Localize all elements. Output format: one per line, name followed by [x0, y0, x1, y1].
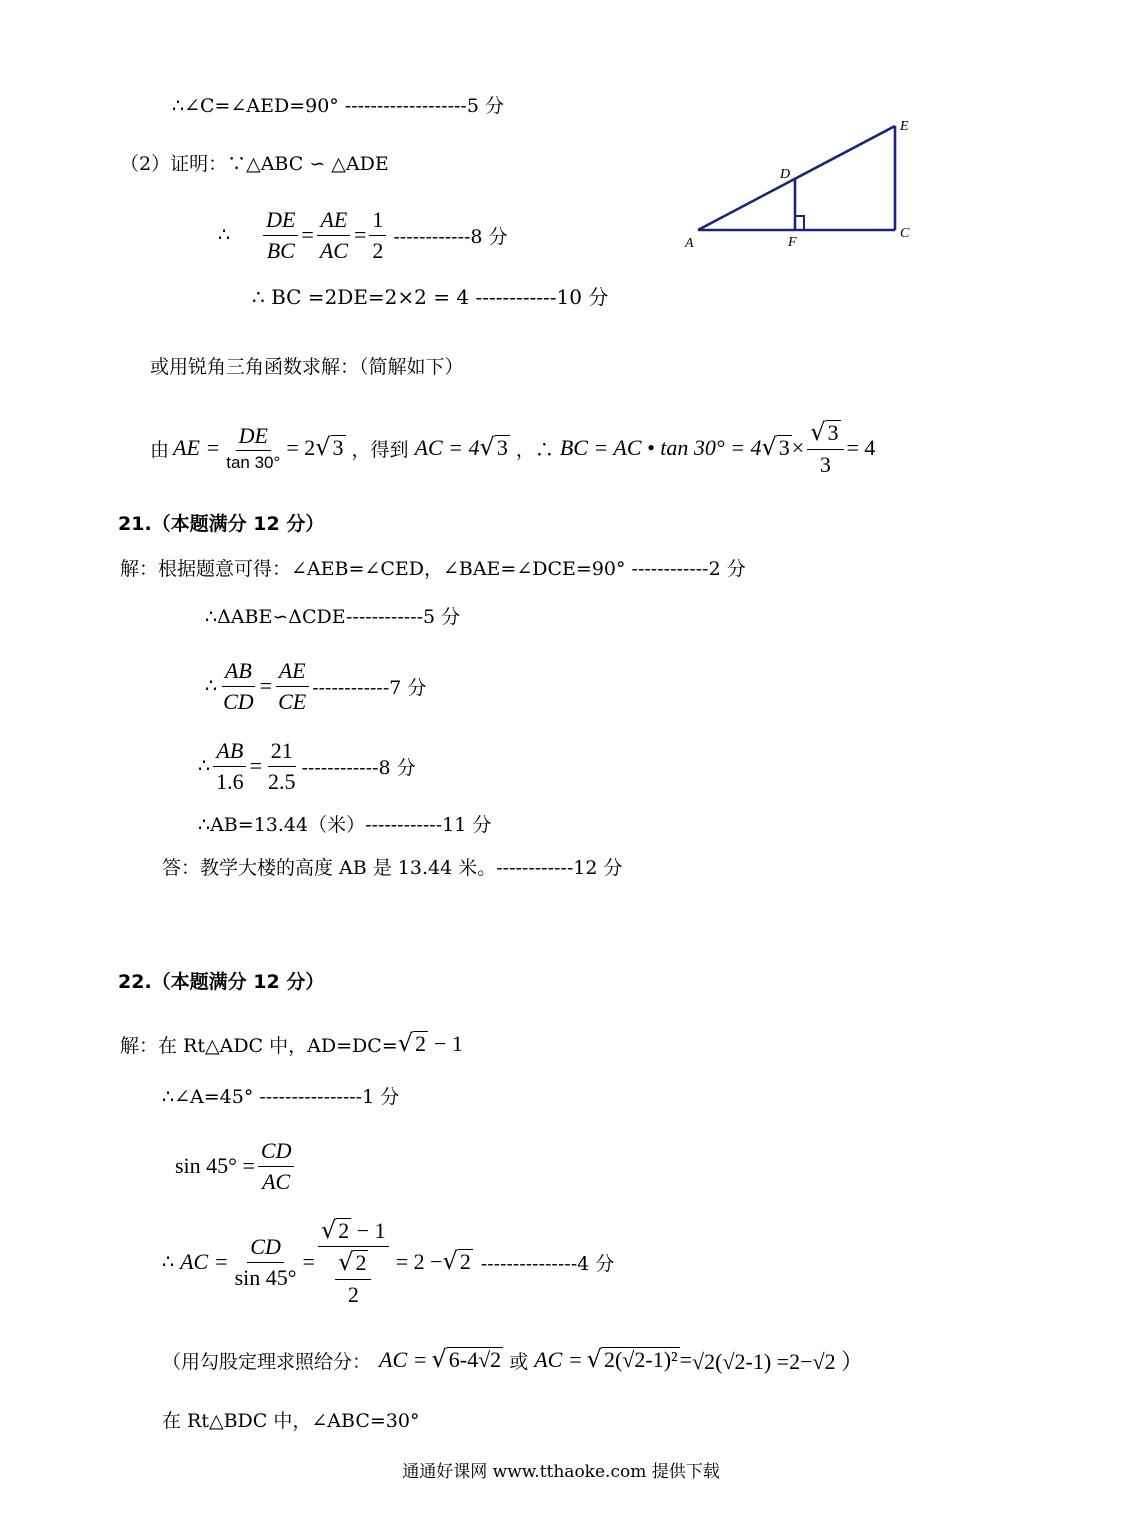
denominator	[329, 1247, 377, 1305]
denominator: CD	[223, 688, 254, 714]
label-e-top: E	[900, 119, 909, 134]
denominator: AC	[319, 237, 348, 263]
radical-sign: √	[315, 433, 331, 462]
q21-step-2: ∴ΔABE∽ΔCDE------------5 分	[205, 606, 461, 628]
q21-answer: 答：教学大楼的高度 AB 是 13.44 米。------------12 分	[162, 857, 623, 879]
numerator: CD	[258, 1139, 295, 1166]
label-d: D	[780, 167, 791, 182]
radicand: 2	[459, 1249, 471, 1275]
q22-step-1-text: 解：在 Rt△ADC 中，AD=DC=	[120, 1034, 398, 1057]
fraction-21-2-5	[265, 739, 299, 792]
ratio-equation	[218, 205, 508, 265]
sqrt-three	[315, 435, 345, 460]
radicand: 2	[338, 1218, 350, 1244]
score-marker: ---------------4 分	[480, 1252, 615, 1275]
numerator	[318, 1218, 389, 1247]
denominator: AC	[262, 1168, 291, 1194]
step-angle-right: ∴∠C=∠AED=90° -------------------5 分	[172, 95, 504, 117]
numerator: AE	[276, 659, 309, 686]
radical-sign: √	[320, 1216, 337, 1245]
q21-title: 21.（本题满分 12 分）	[118, 513, 325, 535]
fraction-cd-ac	[258, 1139, 295, 1192]
q22-title: 22.（本题满分 12 分）	[118, 971, 325, 993]
numerator: CD	[247, 1235, 284, 1262]
sqrt-two	[398, 1031, 428, 1056]
times-sign: ×	[791, 435, 805, 460]
radicand: 6-4√2	[448, 1347, 502, 1373]
denominator: 3	[819, 451, 831, 477]
fraction-ab-cd	[220, 659, 257, 712]
sqrt-two	[443, 1249, 473, 1274]
alt-prefix: 由	[150, 438, 170, 461]
radical-sign: √	[431, 1345, 447, 1374]
fraction-ab-1-6	[213, 739, 247, 792]
therefore-symbol: ∴	[198, 755, 211, 777]
radical-sign: √	[442, 1247, 458, 1276]
equals-sign: =	[302, 1249, 315, 1274]
denominator: CE	[278, 688, 307, 714]
proof-heading: （2）证明：∵△ABC ∽ △ADE	[120, 153, 389, 175]
equals-sign: =	[259, 673, 273, 698]
q22-step-1	[120, 1028, 463, 1060]
radical-sign: √	[479, 433, 495, 462]
bc-result: ∴ BC =2DE=2×2 = 4 ------------10 分	[252, 285, 609, 309]
alt-bc: BC = AC • tan 30° = 4	[559, 435, 762, 460]
q21-step-4	[198, 736, 416, 796]
radical-sign: √	[761, 433, 777, 462]
fraction-one-half	[369, 208, 386, 261]
therefore-symbol: ∴	[218, 224, 231, 246]
ac-lhs: AC =	[180, 1249, 229, 1274]
equals-two-minus: = 2 −	[395, 1249, 443, 1274]
therefore-symbol: ∴	[205, 675, 218, 697]
radical-sign: √	[397, 1029, 413, 1058]
denominator: BC	[266, 237, 295, 263]
denominator: 2.5	[268, 768, 296, 794]
score-marker: ------------8 分	[301, 756, 416, 779]
q22-pythagoras-note	[162, 1340, 863, 1380]
sin-lhs: sin 45° =	[175, 1153, 255, 1178]
label-f: F	[788, 235, 797, 250]
equals-sign: =	[249, 753, 263, 778]
radicand: 2(√2-1)²	[603, 1347, 678, 1373]
score-marker: ------------7 分	[312, 676, 427, 699]
radicand: 2	[415, 1031, 426, 1057]
note-rest: √2(√2-1) =2−√2 ）	[692, 1348, 864, 1374]
sqrt-three	[480, 435, 510, 460]
q21-step-5: ∴AB=13.44（米）------------11 分	[198, 814, 492, 836]
numerator	[807, 420, 843, 449]
fraction-sqrt3-over-3	[807, 420, 843, 475]
denominator: 1.6	[216, 768, 244, 794]
numerator: DE	[263, 208, 298, 235]
radicand: 3	[827, 420, 839, 446]
alt-ae: AE =	[173, 435, 221, 460]
equals-sign: =	[301, 222, 314, 247]
equals-sign: =	[679, 1347, 693, 1372]
radicand: 3	[332, 435, 344, 461]
radical-sign: √	[810, 418, 826, 447]
alt-separator: ，∴	[515, 438, 554, 461]
numerator	[335, 1250, 371, 1279]
denominator: 2	[372, 237, 384, 263]
alt-end: = 4	[846, 435, 876, 460]
q22-step-3	[175, 1136, 297, 1196]
numerator: 21	[268, 739, 296, 766]
side-ae	[698, 126, 895, 230]
label-a: A	[685, 236, 694, 250]
triangle-figure	[680, 110, 920, 250]
q22-step-6: 在 Rt△BDC 中，∠ABC=30°	[162, 1410, 420, 1432]
fraction-de-bc	[263, 208, 298, 261]
fraction-sqrt2-over-2	[335, 1250, 371, 1305]
numerator: AB	[213, 739, 246, 766]
q22-step-2: ∴∠A=45° ----------------1 分	[162, 1086, 400, 1108]
q21-step-3	[205, 656, 426, 716]
or-text: 或	[509, 1350, 529, 1373]
radicand: 2	[355, 1250, 367, 1276]
sqrt-expression	[431, 1347, 503, 1372]
q21-step-1: 解：根据题意可得：∠AEB=∠CED，∠BAE=∠DCE=90° ------------2 分	[120, 558, 746, 580]
alt-method-equation	[150, 418, 875, 478]
page-footer: 通通好课网 www.tthaoke.com 提供下载	[402, 1462, 720, 1482]
denominator: tan 30°	[226, 453, 281, 473]
q22-step-4	[162, 1212, 614, 1312]
minus-one: − 1	[356, 1218, 386, 1244]
ac-lhs: AC =	[379, 1347, 428, 1372]
denominator: 2	[347, 1281, 359, 1307]
alt-value: = 2	[286, 435, 316, 460]
fraction-de-tan30	[223, 424, 283, 472]
equals-sign: =	[353, 222, 367, 247]
denominator: sin 45°	[234, 1264, 297, 1290]
fraction-cd-sin45	[232, 1235, 300, 1288]
radical-sign: √	[338, 1248, 354, 1277]
label-c: C	[900, 226, 910, 241]
radicand: 3	[496, 435, 508, 461]
radicand: 3	[778, 435, 790, 461]
right-angle-mark	[795, 216, 804, 230]
note-prefix: （用勾股定理求照给分：	[162, 1350, 372, 1373]
alt-ac: AC = 4	[414, 435, 480, 460]
alt-mid-text: ，得到	[351, 438, 409, 461]
ac-lhs: AC =	[534, 1347, 583, 1372]
sqrt-expression	[587, 1347, 680, 1372]
alt-method-intro: 或用锐角三角函数求解：（简解如下）	[150, 356, 464, 378]
radical-sign: √	[586, 1345, 602, 1374]
numerator: 1	[369, 208, 386, 235]
therefore-symbol: ∴	[162, 1251, 175, 1273]
compound-fraction	[318, 1218, 389, 1305]
numerator: AE	[317, 208, 350, 235]
fraction-ae-ac	[317, 208, 351, 261]
fraction-ae-ce	[275, 659, 309, 712]
minus-one: − 1	[434, 1031, 463, 1056]
sqrt-three	[761, 435, 791, 460]
numerator: DE	[236, 424, 271, 451]
numerator: AB	[222, 659, 255, 686]
score-marker: ------------8 分	[393, 225, 508, 248]
